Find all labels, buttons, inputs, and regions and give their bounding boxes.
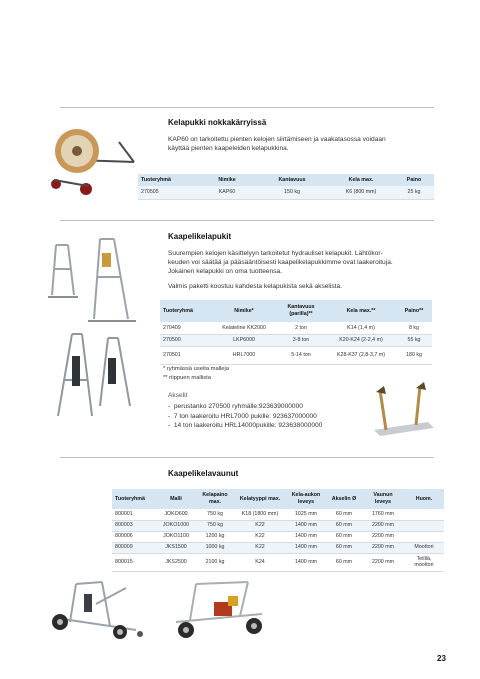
table-cell: K22 xyxy=(234,531,286,542)
reel-trolley-table xyxy=(138,174,434,200)
axle-holders-image xyxy=(370,380,434,436)
axles-title: Akselit xyxy=(168,392,188,399)
text-line: KAP60 on tarkoitettu pienten kelojen siirtämiseen ja vaakatasossa voidaan xyxy=(168,136,386,143)
col-header: Kantavuus xyxy=(256,174,328,186)
table-cell: LKP6000 xyxy=(212,334,276,346)
footnote: * ryhmässä useita malleja xyxy=(163,366,230,372)
table-row xyxy=(160,334,432,346)
col-header: Nimike* xyxy=(212,300,276,322)
col-header: Kela max.** xyxy=(326,300,396,322)
table-cell: JOKO1000 xyxy=(156,520,196,531)
table-cell: K24 xyxy=(234,553,286,571)
table-cell: K22 xyxy=(234,520,286,531)
section-title-reel-stands: Kaapelikelapukit xyxy=(168,232,232,241)
table-cell: 60 mm xyxy=(326,520,362,531)
footnote: ** riippuen mallista xyxy=(163,375,212,381)
table-cell: 60 mm xyxy=(326,542,362,553)
section-title-reel-trolley: Kelapukki nokkakärryissä xyxy=(168,118,267,127)
list-item-text: 7 ton laakeroitu HRL7000 pukille: 923637000000 xyxy=(173,412,317,420)
col-header: Huom. xyxy=(404,489,444,509)
text-line: käyttää pienten kaapeleiden kelapukkina. xyxy=(168,145,289,153)
table-cell: 270409 xyxy=(160,322,212,334)
table-cell: 150 kg xyxy=(256,186,328,199)
text-line: keuden voi säätää ja pääsääntöisesti kaapelikelapukkimme ovat laakeroituja. xyxy=(168,259,393,267)
table-cell: JKS2500 xyxy=(156,553,196,571)
table-cell: JKS1500 xyxy=(156,542,196,553)
table-cell: 60 mm xyxy=(326,531,362,542)
table-cell: 1400 mm xyxy=(286,520,326,531)
col-header: Tuoteryhmä xyxy=(112,489,156,509)
table-cell: 800015 xyxy=(112,553,156,571)
table-cell: 800009 xyxy=(112,542,156,553)
table-cell: K6 (800 mm) xyxy=(328,186,394,199)
table-cell: 750 kg xyxy=(196,509,234,520)
table-cell: 2 ton xyxy=(276,322,326,334)
list-item-text: perustanko 270500 ryhmälle:923639000000 xyxy=(173,403,303,410)
table-cell: K18 (1800 mm) xyxy=(234,509,286,520)
table-cell: K20-K24 (2-2,4 m) xyxy=(326,334,396,346)
reel-trailers-table xyxy=(112,489,444,572)
table-cell xyxy=(404,520,444,531)
col-header: Kela max. xyxy=(328,174,394,186)
table-cell: 1400 mm xyxy=(286,531,326,542)
table-cell xyxy=(404,531,444,542)
table-cell: 800003 xyxy=(112,520,156,531)
table-cell: 2200 mm xyxy=(362,553,404,571)
table-cell: 2200 mm xyxy=(362,542,404,553)
table-row xyxy=(160,322,432,334)
reel-trolley-description xyxy=(168,135,430,153)
col-header: Vaunun leveys xyxy=(362,489,404,509)
list-item: - 7 ton laakeroitu HRL7000 pukille: 923637000000 xyxy=(168,412,317,420)
table-cell: JOKO1100 xyxy=(156,531,196,542)
table-cell: 800001 xyxy=(112,509,156,520)
reel-stands-table xyxy=(160,300,432,365)
table-cell: 1400 mm xyxy=(286,542,326,553)
table-cell: 60 mm xyxy=(326,509,362,520)
table-cell: 2100 kg xyxy=(196,553,234,571)
table-cell: K28-K37 (2,8-3,7 m) xyxy=(326,346,396,364)
table-cell: K22 xyxy=(234,542,286,553)
hydraulic-reel-stand-image xyxy=(46,330,136,424)
text-line: Jokainen kelapukki on oma tuotteensa. xyxy=(168,268,282,276)
table-cell: Kelateline KK2000 xyxy=(212,322,276,334)
table-cell: JOKO600 xyxy=(156,509,196,520)
col-header: Paino xyxy=(394,174,434,186)
section-divider xyxy=(60,107,434,108)
table-cell: 25 kg xyxy=(394,186,434,199)
list-item: - 14 ton laakeroitu HRL14000pukille: 923638000000 xyxy=(168,422,323,430)
cable-reel-trolley-image xyxy=(44,122,139,200)
table-row xyxy=(112,553,444,571)
cable-reel-trailer-image xyxy=(46,574,146,642)
table-cell: 270505 xyxy=(138,186,198,199)
table-cell: 2200 mm xyxy=(362,520,404,531)
table-row xyxy=(112,509,444,520)
package-description: Valmis paketti koostuu kahdesta kelapukista sekä akselista. xyxy=(168,283,342,290)
table-cell: 60 mm xyxy=(326,553,362,571)
table-cell: 1025 mm xyxy=(286,509,326,520)
table-cell: 5-14 ton xyxy=(276,346,326,364)
table-cell: 2200 mm xyxy=(362,531,404,542)
section-divider xyxy=(60,457,434,458)
table-cell: 270501 xyxy=(160,346,212,364)
table-cell xyxy=(404,509,444,520)
list-item-text: 14 ton laakeroitu HRL14000pukille: 923638000000 xyxy=(173,422,323,430)
table-cell: 1400 mm xyxy=(286,553,326,571)
axles-list xyxy=(168,402,368,431)
table-cell: 55 kg xyxy=(396,334,432,346)
table-cell: HRL7000 xyxy=(212,346,276,364)
col-header: Malli xyxy=(156,489,196,509)
reel-stands-description xyxy=(168,249,434,276)
list-item: - perustanko 270500 ryhmälle:923639000000 xyxy=(168,403,303,410)
col-header: Akselin Ø xyxy=(326,489,362,509)
col-header: Kelapaino max. xyxy=(196,489,234,509)
col-header: Kantavuus (parilla)** xyxy=(276,300,326,322)
table-cell: 1200 kg xyxy=(196,531,234,542)
table-cell: 1000 kg xyxy=(196,542,234,553)
table-cell: K14 (1,4 m) xyxy=(326,322,396,334)
table-cell: KAP60 xyxy=(198,186,256,199)
table-row xyxy=(160,346,432,364)
table-row xyxy=(112,531,444,542)
col-header: Tuoteryhmä xyxy=(138,174,198,186)
table-cell: Telillä, moottori xyxy=(404,553,444,571)
table-cell: 3-8 ton xyxy=(276,334,326,346)
col-header: Tuoteryhmä xyxy=(160,300,212,322)
table-row xyxy=(112,542,444,553)
table-row xyxy=(112,520,444,531)
motorized-reel-trailer-image xyxy=(170,574,268,646)
table-row xyxy=(138,186,434,199)
page-number: 23 xyxy=(437,654,446,663)
table-cell: 750 kg xyxy=(196,520,234,531)
col-header: Kela-aukon leveys xyxy=(286,489,326,509)
section-title-reel-trailers: Kaapelikelavaunut xyxy=(168,469,239,478)
table-cell: 270500 xyxy=(160,334,212,346)
table-cell: 800006 xyxy=(112,531,156,542)
table-cell: 8 kg xyxy=(396,322,432,334)
col-header: Kelatyyppi max. xyxy=(234,489,286,509)
table-cell: 1760 mm xyxy=(362,509,404,520)
text-line: Suurempien kelojen käsittelyyn tarkoitetut hydrauliset kelapukit. Lähtökor- xyxy=(168,250,383,257)
section-divider xyxy=(60,220,434,221)
table-cell: Moottori xyxy=(404,542,444,553)
cable-reel-stand-image xyxy=(48,233,148,325)
table-cell: 180 kg xyxy=(396,346,432,364)
col-header: Nimike xyxy=(198,174,256,186)
col-header: Paino** xyxy=(396,300,432,322)
